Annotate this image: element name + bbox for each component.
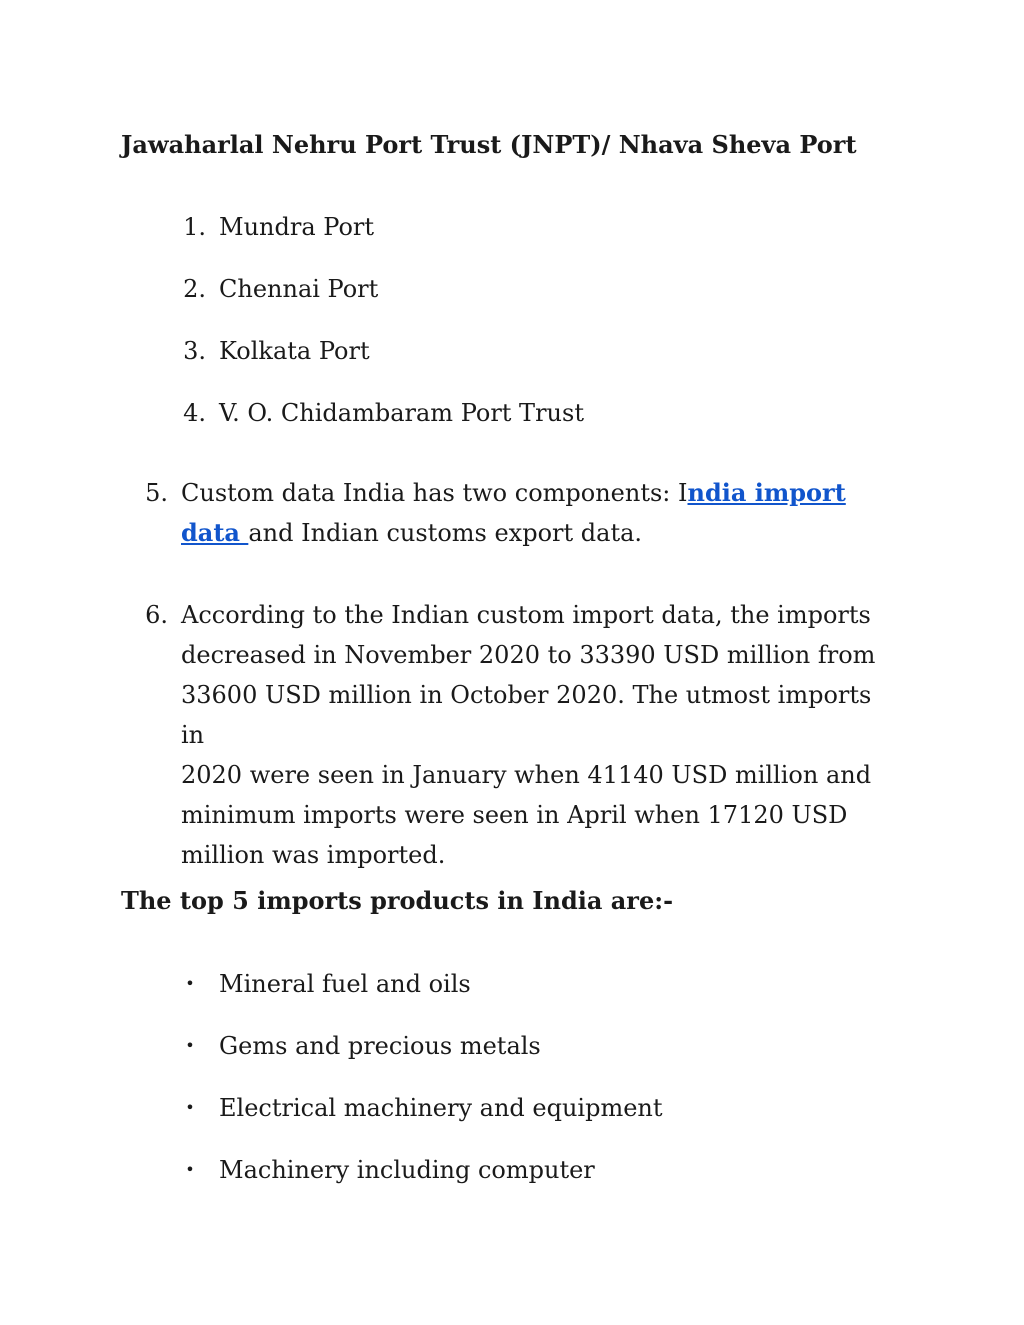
product-name: Mineral fuel and oils <box>219 970 471 998</box>
paragraph-text-end: and Indian customs export data. <box>248 519 643 547</box>
paragraph-line: 2020 were seen in January when 41140 USD million and <box>181 761 872 789</box>
list-number: 5. <box>145 479 168 507</box>
bullet-icon: • <box>185 1098 195 1117</box>
port-name: Chennai Port <box>219 275 379 303</box>
product-name: Gems and precious metals <box>219 1032 541 1060</box>
list-number: 3. <box>183 337 206 365</box>
list-number: 1. <box>183 213 206 241</box>
paragraph-text <box>181 473 901 553</box>
paragraph-text <box>181 595 901 875</box>
port-name: Mundra Port <box>219 213 375 241</box>
bullet-icon: • <box>185 1160 195 1179</box>
paragraph-line: minimum imports were seen in April when 17120 USD <box>181 801 848 829</box>
bullet-icon: • <box>185 974 195 993</box>
section-heading-top-imports: The top 5 imports products in India are:- <box>121 886 674 915</box>
list-number: 4. <box>183 399 206 427</box>
paragraph-line: million was imported. <box>181 841 446 869</box>
link-text-part2: data <box>181 518 249 547</box>
product-name: Machinery including computer <box>219 1156 595 1184</box>
bullet-icon: • <box>185 1036 195 1055</box>
paragraph-text-start: Custom data India has two components: I <box>181 479 688 507</box>
list-number: 2. <box>183 275 206 303</box>
paragraph-line: decreased in November 2020 to 33390 USD million from <box>181 641 876 669</box>
port-name: Kolkata Port <box>219 337 370 365</box>
port-name: V. O. Chidambaram Port Trust <box>219 399 584 427</box>
link-text-part1: ndia import <box>687 478 846 507</box>
paragraph-line: According to the Indian custom import data, the imports <box>181 601 871 629</box>
paragraph-line: 33600 USD million in October 2020. The utmost imports in <box>181 681 872 749</box>
section-heading-jnpt: Jawaharlal Nehru Port Trust (JNPT)/ Nhava Sheva Port <box>121 130 857 159</box>
list-number: 6. <box>145 601 168 629</box>
product-name: Electrical machinery and equipment <box>219 1094 663 1122</box>
